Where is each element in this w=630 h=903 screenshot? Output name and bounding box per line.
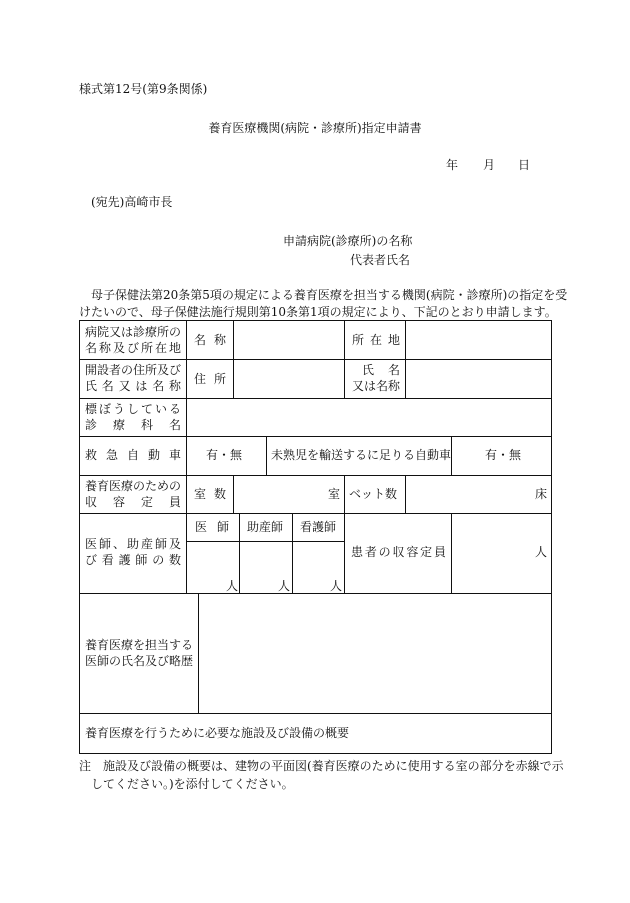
row-staff-label-a: 医師、助産師及 (85, 537, 181, 551)
row-capacity-label-a: 養育医療のための (85, 479, 182, 493)
representative-label: 代表者氏名 (350, 253, 411, 267)
row-founder-label-a: 開設者の住所及び (85, 363, 182, 377)
row-staff-label-b: び看護師の数 (85, 553, 181, 567)
row-hospital-label-b: 名称及び所在地 (85, 341, 181, 355)
location-field[interactable] (412, 325, 546, 355)
row-hospital-label-a: 病院又は診療所の (85, 325, 182, 339)
ambulance-value[interactable]: 有・無 (206, 448, 243, 462)
date-day-label: 日 (518, 158, 531, 172)
beds-unit: 床 (535, 487, 548, 501)
ambulance-label: 救急自動車 (85, 448, 181, 462)
physician-label-b: 医師の氏名及び略歴 (85, 654, 194, 668)
date-year-label: 年 (446, 158, 459, 172)
page-title: 養育医療機関(病院・診療所)指定申請書 (208, 121, 422, 135)
intro-line-2: けたいので、母子保健法施行規則第10条第1項の規定により、下記のとおり申請します。 (79, 305, 557, 319)
doctor-count-unit: 人 (226, 579, 239, 593)
facilities-label: 養育医療を行うために必要な施設及び設備の概要 (85, 726, 350, 740)
row-founder-label-b: 氏名又は名称 (85, 379, 181, 393)
application-table (79, 320, 552, 754)
nurse-label: 看護師 (300, 520, 337, 534)
midwife-count-unit: 人 (278, 579, 291, 593)
midwife-label: 助産師 (247, 520, 284, 534)
person-label-a: 氏 名 (362, 363, 400, 377)
physician-field[interactable] (204, 598, 546, 708)
person-field[interactable] (412, 363, 546, 393)
address-field[interactable] (240, 363, 340, 393)
date-month-label: 月 (483, 158, 496, 172)
intro-line-1: 母子保健法第20条第5項の規定による養育医療を担当する機関(病院・診療所)の指定を受 (91, 288, 568, 302)
doctor-label: 医 師 (195, 520, 229, 534)
beds-label: ベット数 (349, 487, 398, 501)
location-label: 所 在 地 (352, 333, 400, 347)
department-field[interactable] (193, 402, 545, 432)
note-line-1: 注 施設及び設備の概要は、建物の平面図(養育医療のために使用する室の部分を赤線で示 (79, 759, 564, 773)
rooms-unit: 室 (328, 487, 341, 501)
hospital-name-label: 申請病院(診療所)の名称 (283, 234, 413, 248)
patient-capacity-label: 患者の収容定員 (351, 545, 446, 559)
address-label: 住 所 (194, 372, 226, 386)
addressee: (宛先)高崎市長 (91, 195, 173, 209)
infant-transport-value[interactable]: 有・無 (485, 448, 522, 462)
patient-capacity-unit: 人 (535, 545, 548, 559)
row-dept-label-a: 標ぼうしている (85, 402, 181, 416)
name-field[interactable] (240, 325, 340, 355)
row-capacity-label-b: 収容定員 (85, 495, 181, 509)
person-label-b: 又は名称 (352, 379, 401, 393)
physician-label-a: 養育医療を担当する (85, 638, 194, 652)
form-number: 様式第12号(第9条関係) (79, 82, 208, 96)
row-dept-label-b: 診療科名 (85, 418, 181, 432)
note-line-2: してください。)を添付してください。 (91, 777, 294, 791)
nurse-count-unit: 人 (330, 579, 343, 593)
name-label: 名 称 (194, 333, 226, 347)
rooms-label: 室 数 (194, 487, 226, 501)
infant-transport-label: 未熟児を輸送するに足りる自動車 (271, 448, 452, 462)
